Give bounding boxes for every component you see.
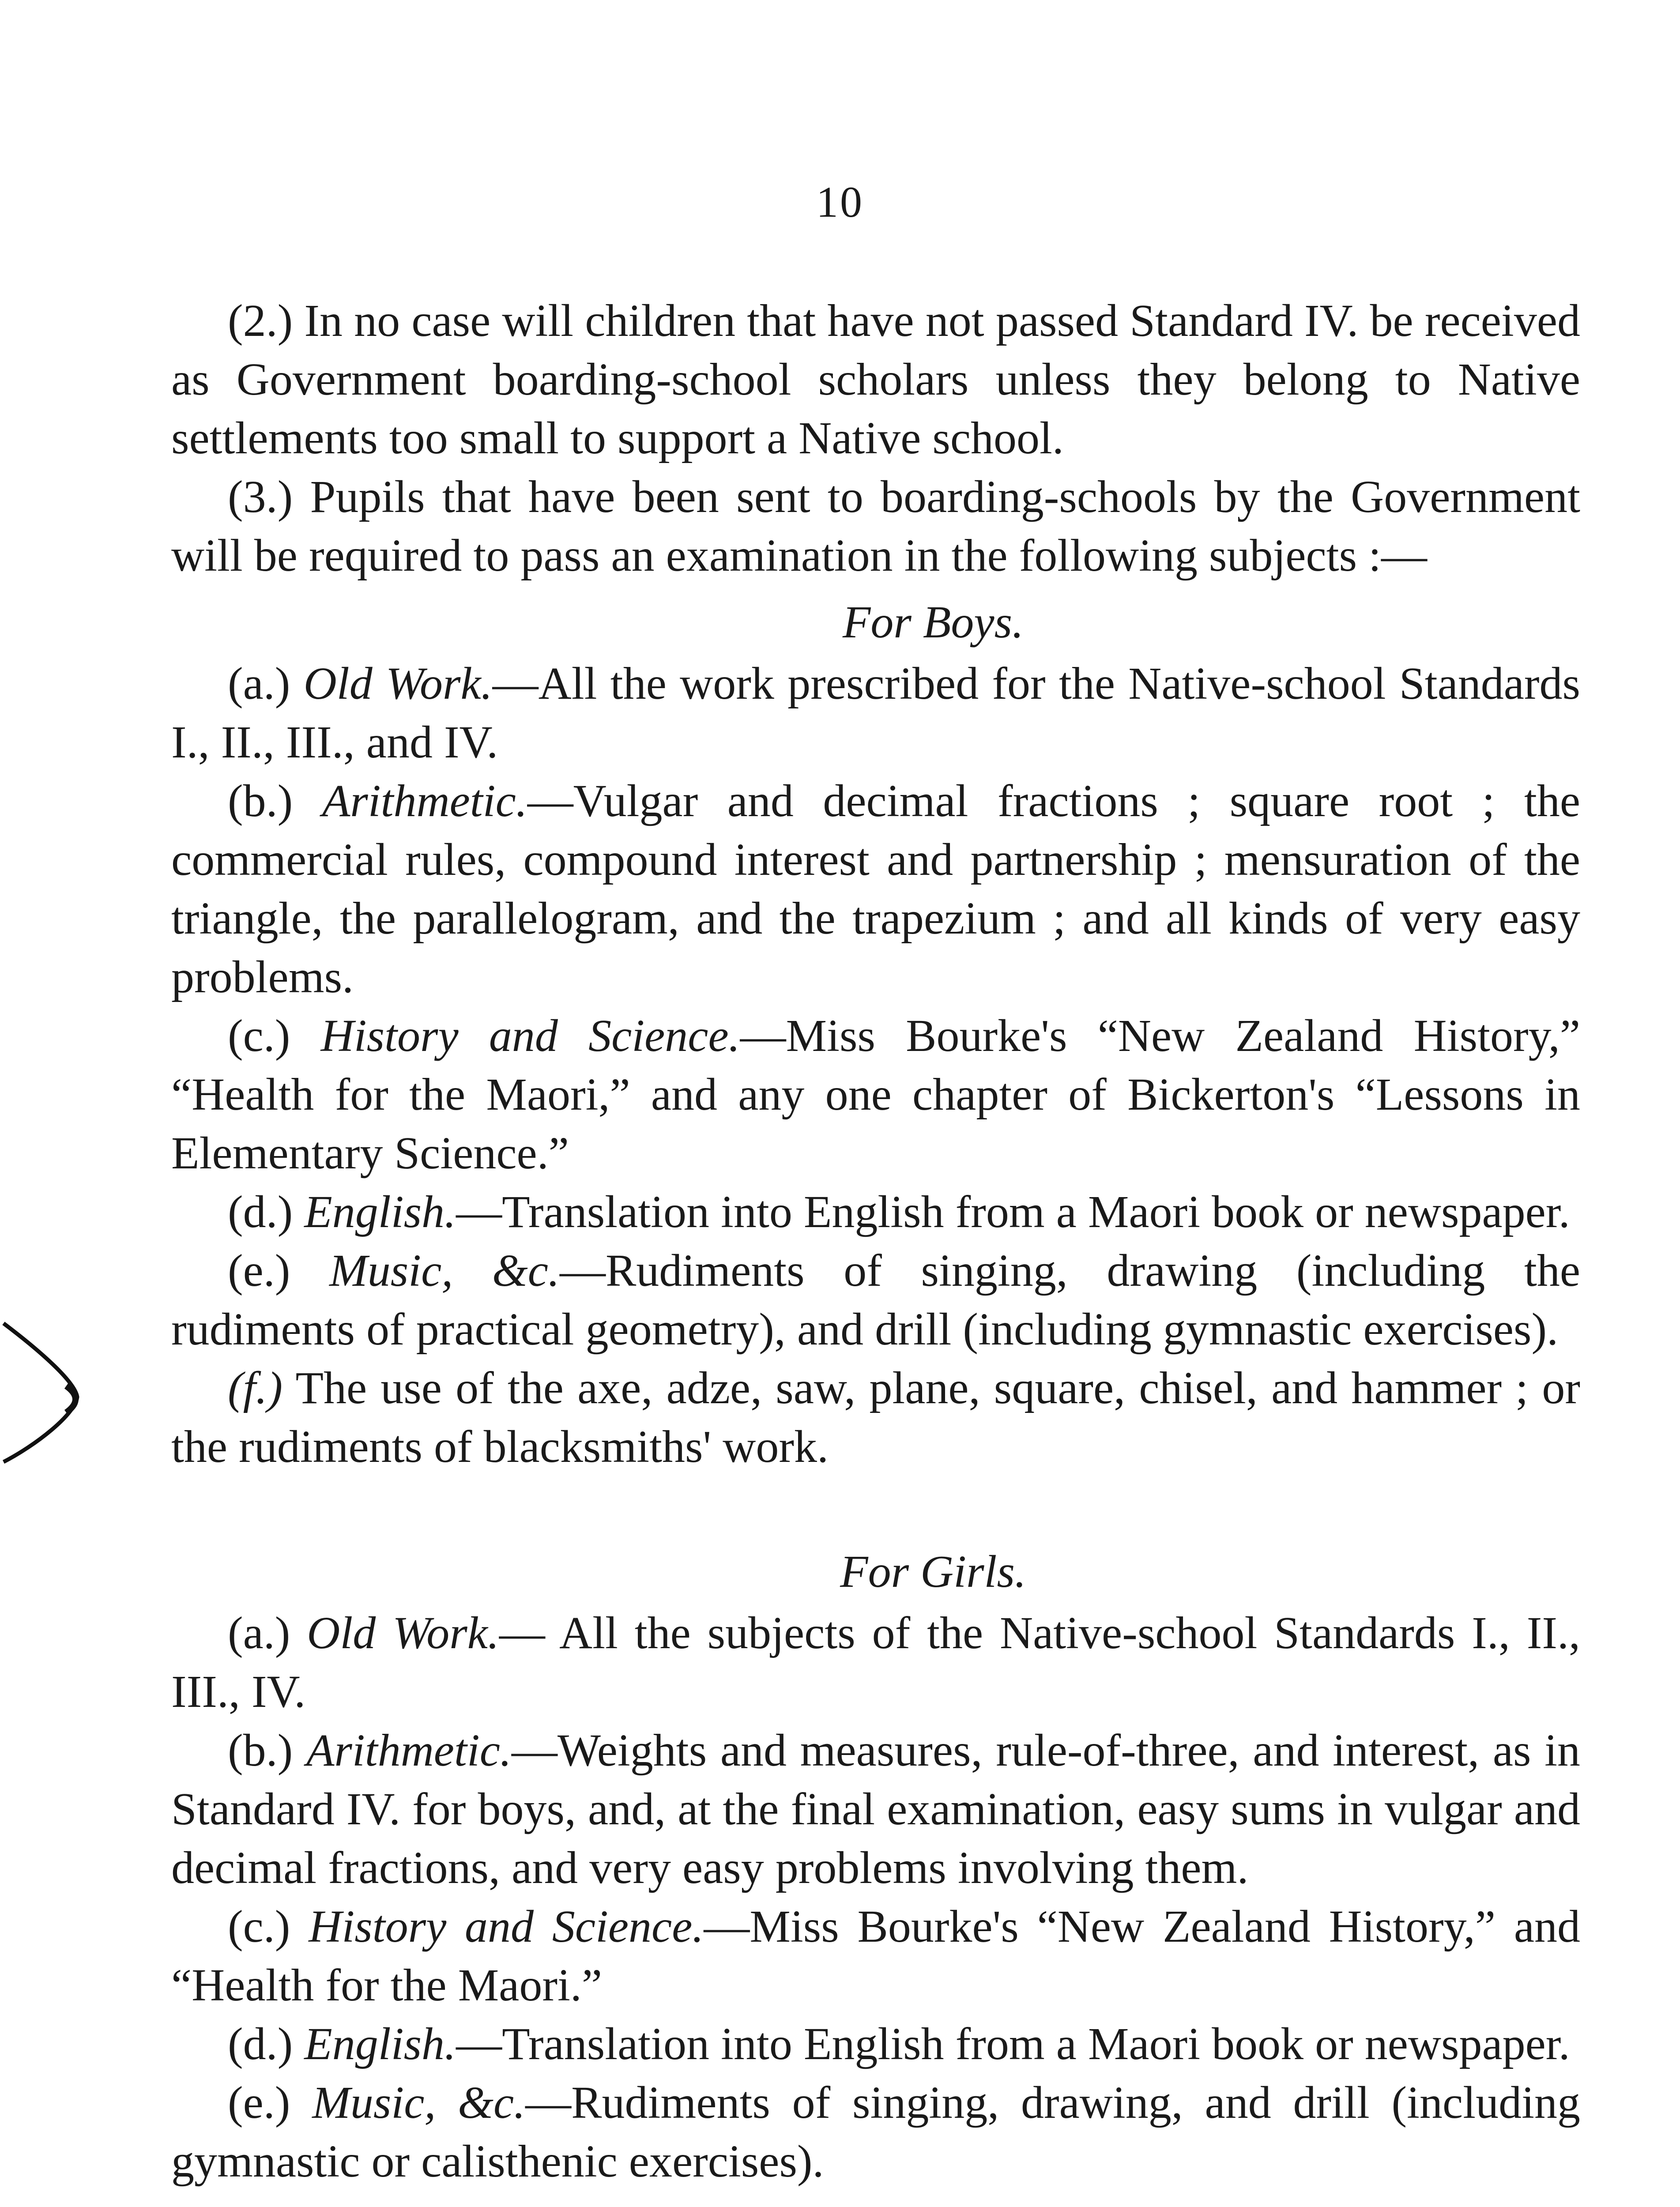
document-body [171, 291, 1580, 2191]
boys-item-d [171, 1183, 1580, 1241]
item-text: —Rudiments of singing, drawing (including the rudiments of practical geometry), and drill (including gymnastic exercises). [171, 1245, 1581, 1355]
item-letter: (b.) [228, 776, 293, 826]
boys-item-a [171, 654, 1580, 772]
item-letter: (a.) [228, 1608, 290, 1658]
item-title: Old Work. [303, 658, 493, 709]
item-title: History and Science. [309, 1901, 704, 1952]
page-number: 10 [816, 177, 864, 226]
item-text: The use of the axe, adze, saw, plane, square, chisel, and hammer ; or the rudiments of blacksmiths' work. [171, 1363, 1580, 1472]
item-text: —Vulgar and decimal fractions ; square root ; the commercial rules, compound interest and partnership ; mensuration of the triangle, the parallelogram, and the trapezium ; and all kinds of very easy problems. [171, 776, 1581, 1002]
intro-paragraph-3 [171, 467, 1580, 585]
item-title: Old Work. [307, 1608, 499, 1658]
item-letter: (d.) [228, 1186, 293, 1237]
item-letter: (e.) [228, 1245, 290, 1296]
item-title: Arithmetic. [306, 1725, 512, 1776]
item-title: Music, &c. [312, 2077, 526, 2128]
girls-item-a [171, 1604, 1580, 1721]
item-text: —Weights and measures, rule-of-three, and interest, as in Standard IV. for boys, and, at the final examination, easy sums in vulgar and decimal fractions, and very easy problems involving them. [171, 1725, 1580, 1893]
item-title: English. [304, 1186, 456, 1237]
item-text: —Translation into English from a Maori book or newspaper. [456, 2019, 1570, 2069]
girls-item-e [171, 2073, 1580, 2191]
item-title: History and Science. [320, 1010, 740, 1061]
boys-item-e [171, 1241, 1580, 1359]
intro-paragraph-2 [171, 291, 1580, 467]
item-text: —Translation into English from a Maori book or newspaper. [456, 1186, 1570, 1237]
item-letter: (e.) [228, 2077, 290, 2128]
boys-item-c [171, 1006, 1580, 1183]
paragraph-number: (3.) [228, 471, 293, 522]
item-letter: (c.) [228, 1901, 290, 1952]
paragraph-number: (2.) [228, 295, 293, 346]
girls-item-b [171, 1721, 1580, 1897]
item-title: Arithmetic. [322, 776, 527, 826]
item-text: — All the subjects of the Native-school Standards I., II., III., IV. [171, 1608, 1580, 1717]
item-title: Music, &c. [329, 1245, 560, 1296]
item-title: English. [304, 2019, 456, 2069]
item-text: —All the work prescribed for the Native-school Standards I., II., III., and IV. [171, 658, 1581, 768]
paragraph-text: In no case will children that have not passed Standard IV. be received as Government boarding-school scholars unless they belong to Native settlements too small to support a Native school. [171, 295, 1580, 463]
boys-item-b [171, 772, 1580, 1006]
item-text: —Miss Bourke's “New Zealand History,” and “Health for the Maori.” [171, 1901, 1580, 2011]
boys-item-f [171, 1359, 1580, 1476]
item-letter: (d.) [228, 2019, 293, 2069]
girls-item-d [171, 2015, 1580, 2073]
section-heading-boys: For Boys. [842, 597, 1024, 648]
item-text: —Miss Bourke's “New Zealand History,” “Health for the Maori,” and any one chapter of Bickerton's “Lessons in Elementary Science.” [171, 1010, 1580, 1179]
paragraph-text: Pupils that have been sent to boarding-schools by the Government will be required to pass an examination in the following subjects :— [171, 471, 1580, 581]
margin-bracket-mark [0, 1320, 84, 1465]
item-letter: (b.) [228, 1725, 293, 1776]
item-letter: (f.) [228, 1363, 283, 1413]
item-letter: (c.) [228, 1010, 290, 1061]
item-text: —Rudiments of singing, drawing, and drill (including gymnastic or calisthenic exercises). [171, 2077, 1581, 2187]
section-heading-girls: For Girls. [840, 1546, 1026, 1597]
item-letter: (a.) [228, 658, 290, 709]
girls-item-c [171, 1897, 1580, 2015]
